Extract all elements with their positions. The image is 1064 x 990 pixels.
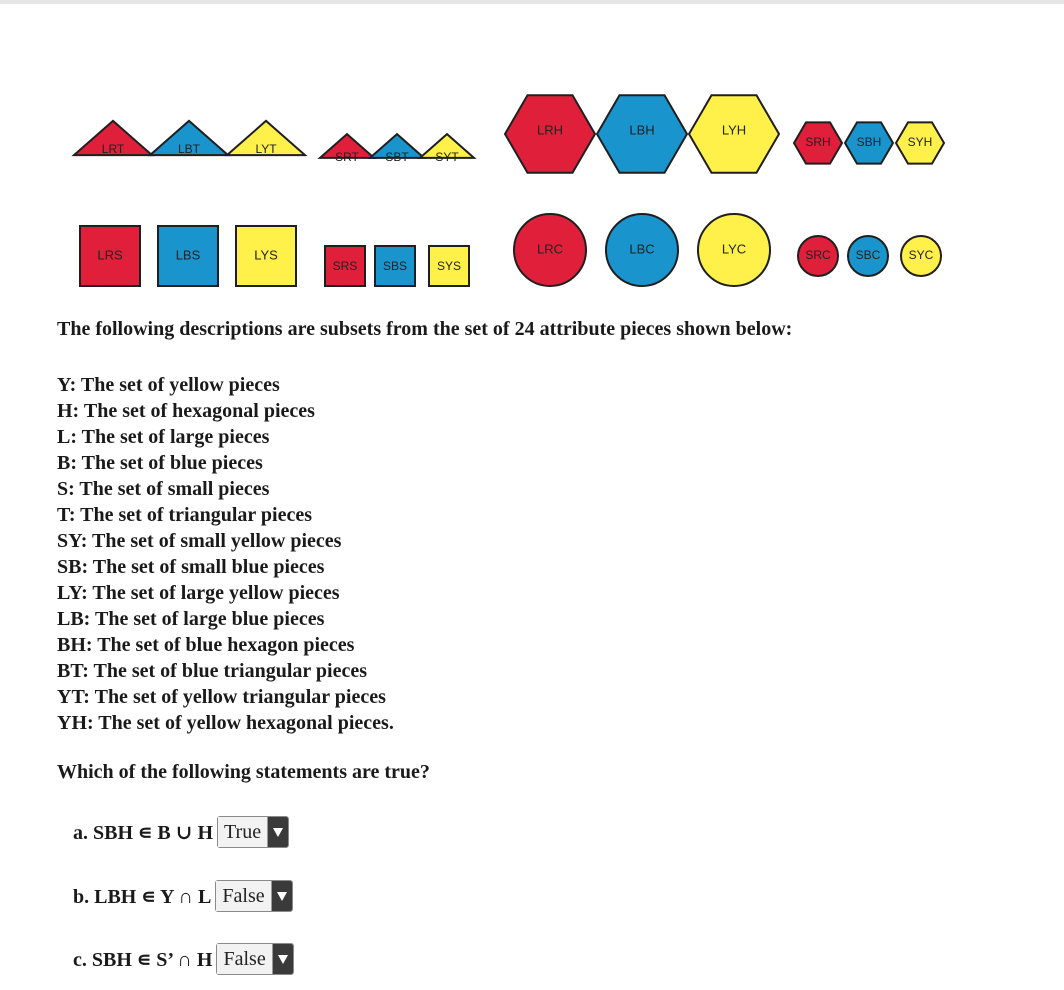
set-definition: BT: The set of blue triangular pieces <box>57 660 367 682</box>
piece-lyc-label: LYC <box>721 241 747 257</box>
piece-sbh-label: SBH <box>856 135 882 150</box>
statement-b-text: b. LBH ∊ Y ∩ L <box>73 885 212 908</box>
piece-lys-label: LYS <box>254 247 278 263</box>
dropdown-arrow-icon <box>273 944 293 974</box>
piece-lbt-label: LBT <box>177 142 201 157</box>
piece-lrs-label: LRS <box>97 247 123 263</box>
piece-lbc-label: LBC <box>629 241 655 257</box>
set-definition: SY: The set of small yellow pieces <box>57 530 342 552</box>
piece-srs-label: SRS <box>332 259 358 274</box>
statement-a-selected-value: True <box>218 817 268 847</box>
set-definition: LY: The set of large yellow pieces <box>57 582 340 604</box>
set-definition: L: The set of large pieces <box>57 426 270 448</box>
statement-a-text: a. SBH ∊ B ∪ H <box>73 821 214 844</box>
statement-c <box>73 943 294 975</box>
piece-lyh-label: LYH <box>721 122 747 138</box>
piece-srh-label: SRH <box>805 135 831 150</box>
piece-sbs-label: SBS <box>382 259 408 274</box>
piece-sbc-label: SBC <box>855 248 881 263</box>
piece-lbs-label: LBS <box>175 247 201 263</box>
question-text: Which of the following statements are true? <box>57 761 430 783</box>
statement-a <box>73 816 289 848</box>
piece-syh-label: SYH <box>907 135 933 150</box>
set-definition: BH: The set of blue hexagon pieces <box>57 634 355 656</box>
piece-lbh-label: LBH <box>629 122 655 138</box>
piece-lrc-label: LRC <box>536 241 564 257</box>
set-definition: YT: The set of yellow triangular pieces <box>57 686 386 708</box>
set-definition: SB: The set of small blue pieces <box>57 556 325 578</box>
statement-c-text: c. SBH ∊ S’ ∩ H <box>73 948 213 971</box>
set-definition: B: The set of blue pieces <box>57 452 263 474</box>
set-definition: Y: The set of yellow pieces <box>57 374 280 396</box>
set-definition: S: The set of small pieces <box>57 478 270 500</box>
piece-src-label: SRC <box>805 248 831 263</box>
piece-srt-label: SRT <box>335 150 359 165</box>
statement-c-dropdown[interactable] <box>216 943 293 975</box>
piece-lyt-label: LYT <box>255 142 277 157</box>
dropdown-arrow-icon <box>268 817 288 847</box>
set-definition: LB: The set of large blue pieces <box>57 608 325 630</box>
piece-lrh-label: LRH <box>536 122 564 138</box>
piece-lrt-label: LRT <box>101 142 125 157</box>
statement-b-selected-value: False <box>216 881 271 911</box>
statement-a-dropdown[interactable] <box>217 816 289 848</box>
set-definition: H: The set of hexagonal pieces <box>57 400 315 422</box>
piece-sbt-label: SBT <box>385 150 409 165</box>
statement-b-dropdown[interactable] <box>215 880 292 912</box>
statement-c-selected-value: False <box>217 944 272 974</box>
set-definition: YH: The set of yellow hexagonal pieces. <box>57 712 394 734</box>
statement-b <box>73 880 293 912</box>
piece-syt-label: SYT <box>435 150 459 165</box>
set-definitions <box>57 372 394 736</box>
piece-sys-label: SYS <box>436 259 462 274</box>
dropdown-arrow-icon <box>272 881 292 911</box>
attribute-pieces-figure <box>0 0 1064 310</box>
piece-syc-label: SYC <box>908 248 934 263</box>
intro-text: The following descriptions are subsets from the set of 24 attribute pieces shown below: <box>57 318 793 340</box>
set-definition: T: The set of triangular pieces <box>57 504 312 526</box>
